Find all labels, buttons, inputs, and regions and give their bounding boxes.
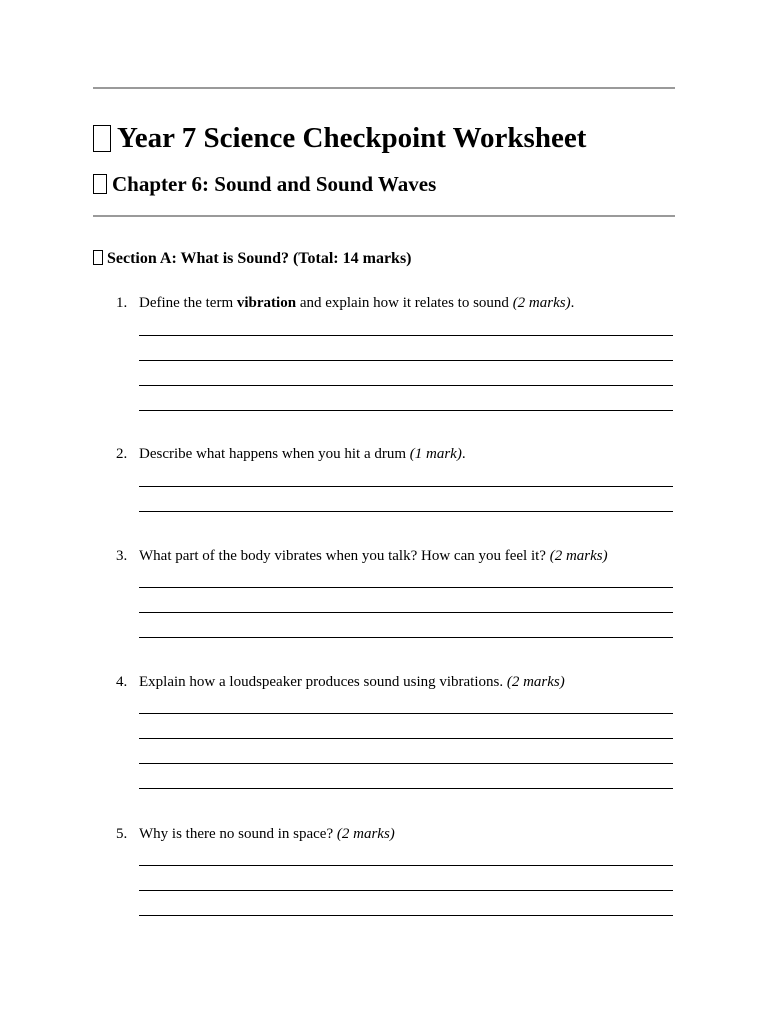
answer-line[interactable] xyxy=(139,335,673,336)
section-heading xyxy=(93,248,412,270)
question-text-part: Why is there no sound in space? xyxy=(139,826,337,842)
answer-line[interactable] xyxy=(139,587,673,588)
question-text xyxy=(139,826,395,842)
question-1 xyxy=(116,293,676,313)
question-suffix: . xyxy=(461,446,466,462)
answer-line[interactable] xyxy=(139,738,673,739)
answer-line[interactable] xyxy=(139,713,673,714)
page-title xyxy=(93,120,586,156)
question-text-part: Define the term xyxy=(139,295,237,311)
question-number: 5. xyxy=(116,826,128,842)
chapter-heading xyxy=(93,170,436,198)
answer-line[interactable] xyxy=(139,410,673,411)
answer-line[interactable] xyxy=(139,915,673,916)
chapter-heading-text: Chapter 6: Sound and Sound Waves xyxy=(112,172,437,196)
answer-line[interactable] xyxy=(139,385,673,386)
missing-glyph-icon xyxy=(93,250,103,265)
question-marks: (2 marks) xyxy=(506,674,565,690)
missing-glyph-icon xyxy=(93,125,111,152)
question-text-part: What part of the body vibrates when you talk? How can you feel it? xyxy=(139,548,550,564)
question-marks: (2 marks) xyxy=(512,295,571,311)
answer-line[interactable] xyxy=(139,637,673,638)
question-4 xyxy=(116,672,676,692)
question-text xyxy=(139,548,608,564)
answer-line[interactable] xyxy=(139,763,673,764)
question-number: 2. xyxy=(116,446,128,462)
question-2 xyxy=(116,444,676,464)
question-marks: (1 mark) xyxy=(409,446,462,462)
answer-line[interactable] xyxy=(139,890,673,891)
question-number: 4. xyxy=(116,674,128,690)
question-keyword: vibration xyxy=(236,295,297,311)
question-number: 3. xyxy=(116,548,128,564)
question-text xyxy=(139,295,574,311)
question-suffix: . xyxy=(570,295,575,311)
question-number: 1. xyxy=(116,295,128,311)
question-text-part: Describe what happens when you hit a drum xyxy=(139,446,410,462)
top-divider xyxy=(93,87,675,89)
question-text xyxy=(139,674,565,690)
answer-line[interactable] xyxy=(139,865,673,866)
missing-glyph-icon xyxy=(93,174,107,194)
answer-line[interactable] xyxy=(139,486,673,487)
question-text xyxy=(139,446,466,462)
question-5 xyxy=(116,824,676,844)
question-3 xyxy=(116,546,676,566)
answer-line[interactable] xyxy=(139,612,673,613)
answer-line[interactable] xyxy=(139,788,673,789)
section-heading-text: Section A: What is Sound? (Total: 14 marks) xyxy=(107,250,412,267)
question-marks: (2 marks) xyxy=(549,548,608,564)
question-marks: (2 marks) xyxy=(336,826,395,842)
answer-line[interactable] xyxy=(139,360,673,361)
question-text-part: Explain how a loudspeaker produces sound using vibrations. xyxy=(139,674,507,690)
answer-line[interactable] xyxy=(139,511,673,512)
page-title-text: Year 7 Science Checkpoint Worksheet xyxy=(117,122,587,154)
header-divider xyxy=(93,215,675,217)
question-text-part: and explain how it relates to sound xyxy=(296,295,513,311)
